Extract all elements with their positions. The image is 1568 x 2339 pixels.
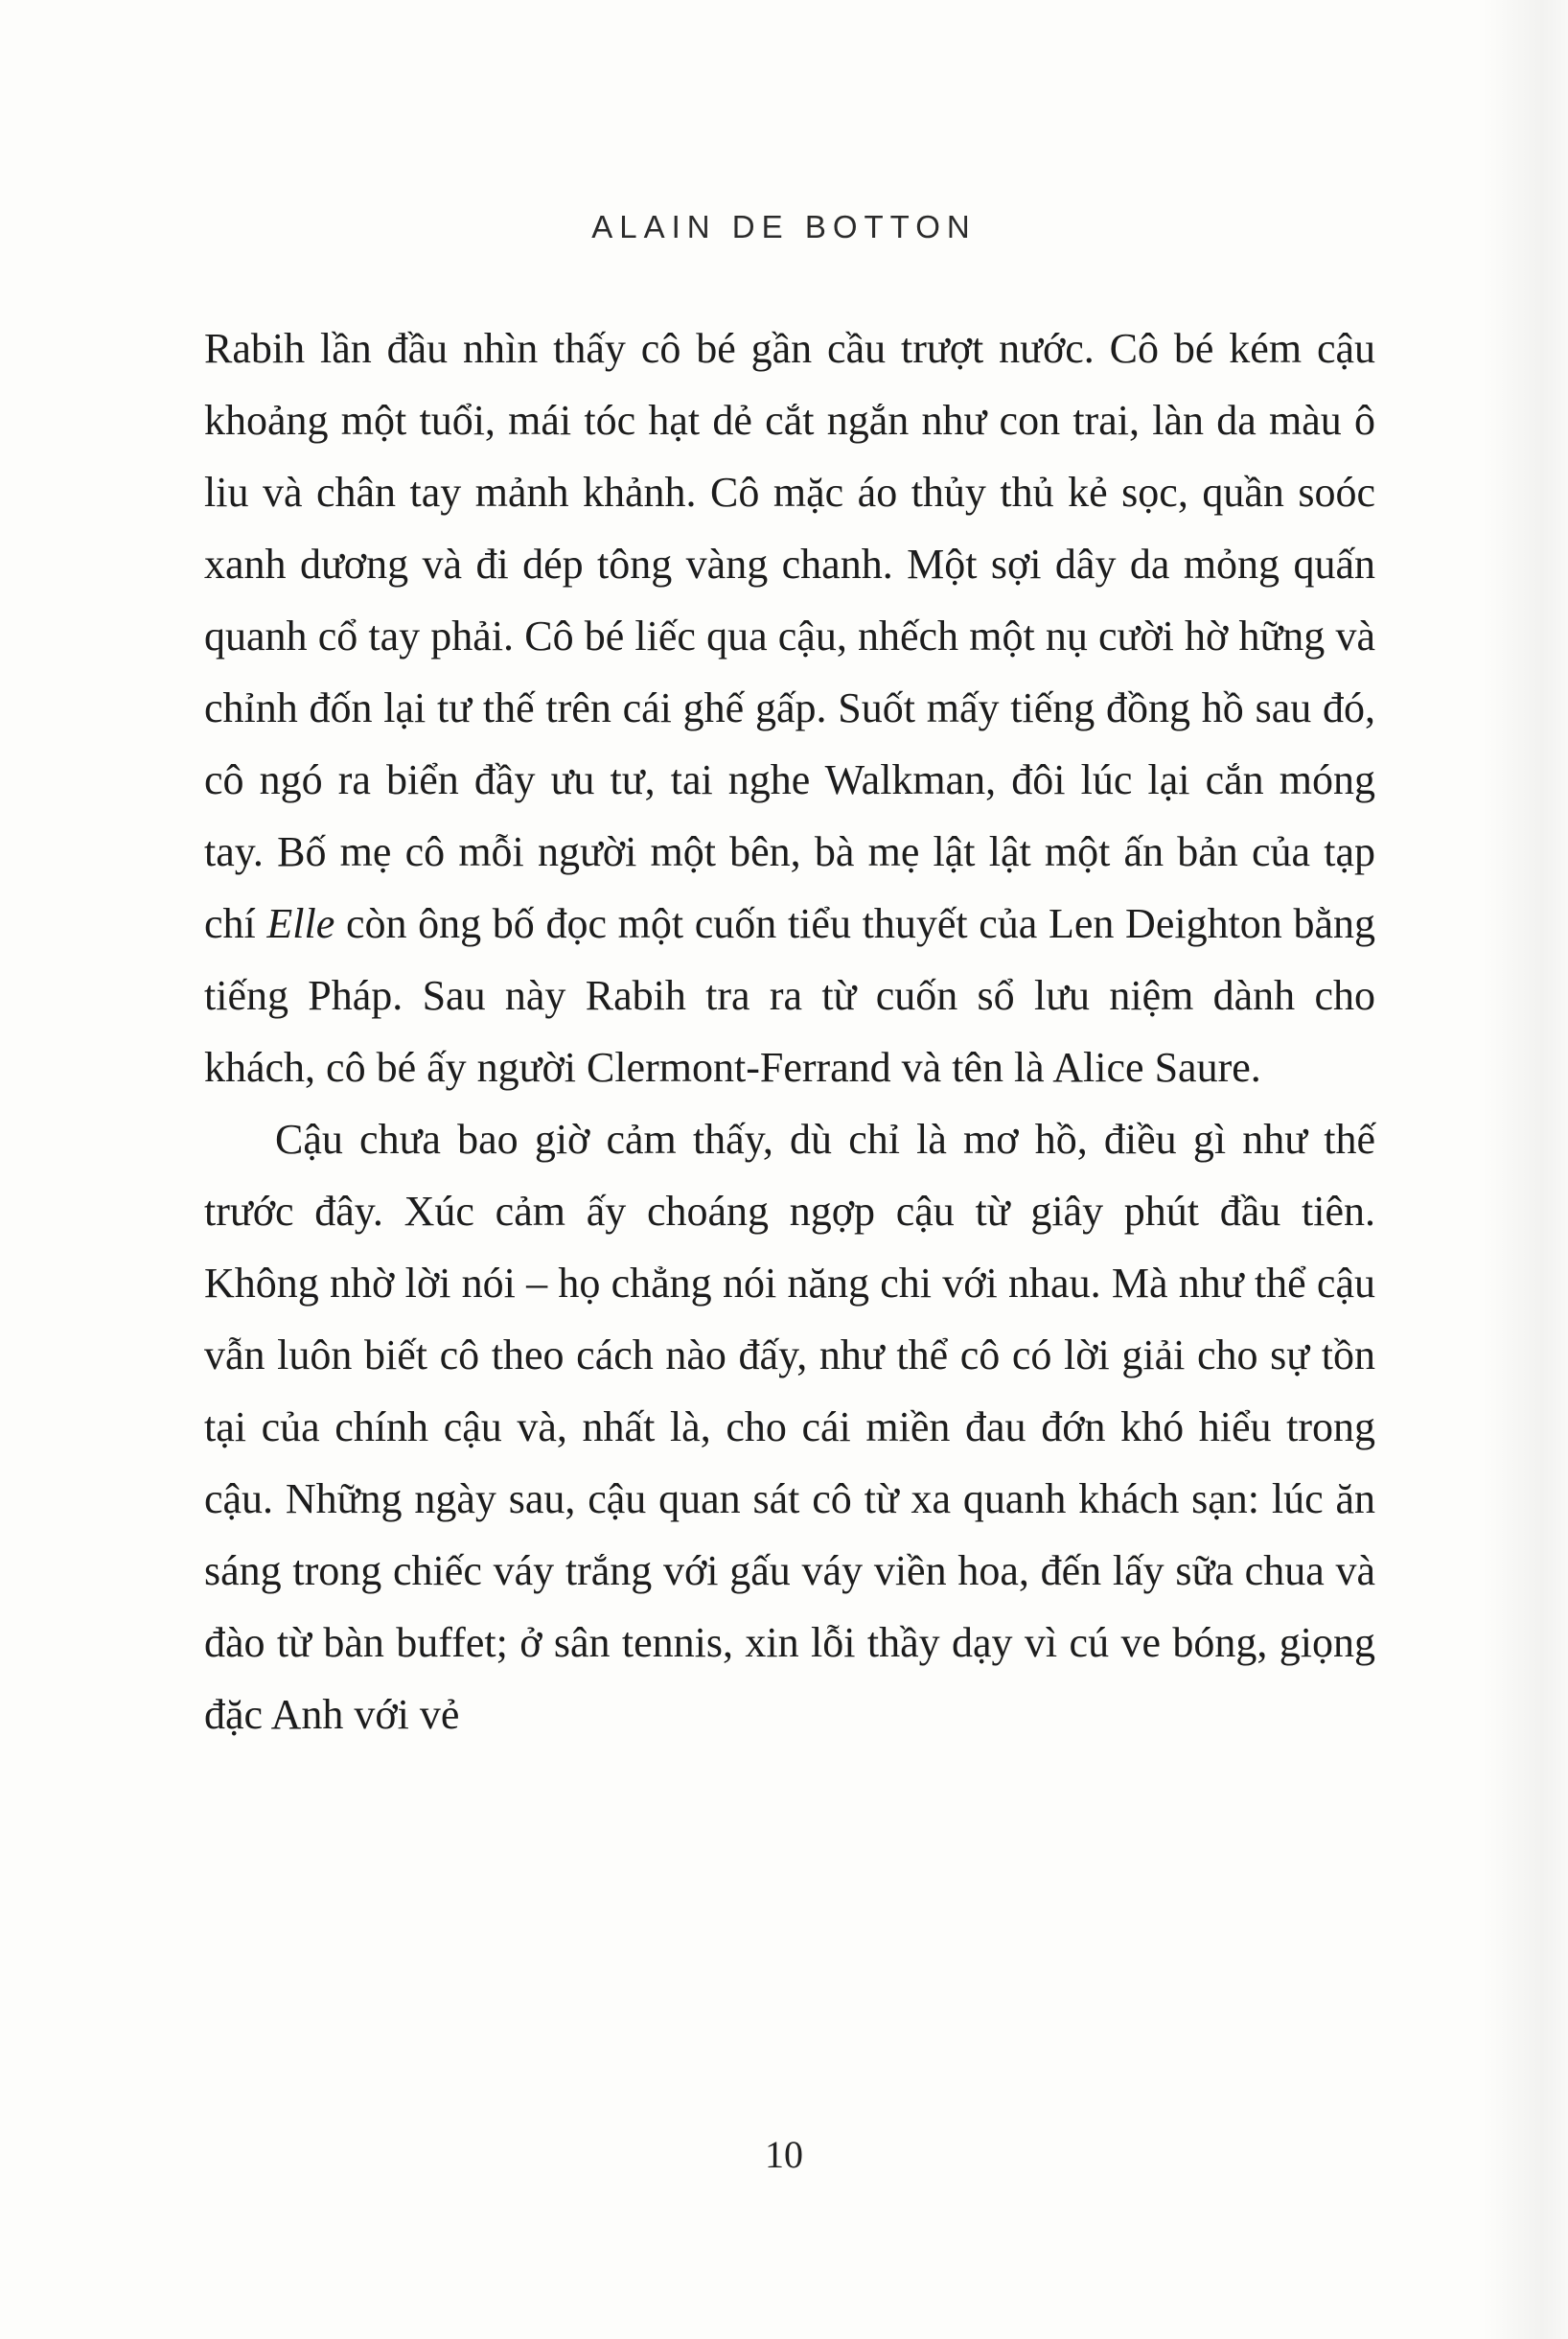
text-run: Rabih lần đầu nhìn thấy cô bé gần cầu trượt nước. Cô bé kém cậu khoảng một tuổi, mái tóc hạt dẻ cắt ngắn như con trai, làn da màu ô liu và chân tay mảnh khảnh. Cô mặc áo thủy thủ kẻ sọc, quần soóc xanh dương và đi dép tông vàng chanh. Một sợi dây da mỏng quấn quanh cổ tay phải. Cô bé liếc qua cậu, nhếch một nụ cười hờ hững và chỉnh đốn lại tư thế trên cái ghế gấp. Suốt mấy tiếng đồng hồ sau đó, cô ngó ra biển đầy ưu tư, tai nghe Walkman, đôi lúc lại cắn móng tay. Bố mẹ cô mỗi người một bên, bà mẹ lật lật một ấn bản của tạp chí (204, 325, 1375, 947)
page-number: 10 (765, 2133, 803, 2176)
paragraph-2 (204, 1103, 1375, 1750)
text-block (204, 313, 1375, 1750)
page-edge-shadow (1482, 0, 1568, 2339)
text-run: còn ông bố đọc một cuốn tiểu thuyết của Len Deighton bằng tiếng Pháp. Sau này Rabih tra ra từ cuốn sổ lưu niệm dành cho khách, cô bé ấy người Clermont-Ferrand và tên là Alice Saure. (204, 900, 1375, 1091)
text-run: Cậu chưa bao giờ cảm thấy, dù chỉ là mơ hồ, điều gì như thế trước đây. Xúc cảm ấy choáng ngợp cậu từ giây phút đầu tiên. Không nhờ lời nói – họ chẳng nói năng chi với nhau. Mà như thể cậu vẫn luôn biết cô theo cách nào đấy, như thể cô có lời giải cho sự tồn tại của chính cậu và, nhất là, cho cái miền đau đớn khó hiểu trong cậu. Những ngày sau, cậu quan sát cô từ xa quanh khách sạn: lúc ăn sáng trong chiếc váy trắng với gấu váy viền hoa, đến lấy sữa chua và đào từ bàn buffet; ở sân tennis, xin lỗi thầy dạy vì cú ve bóng, giọng đặc Anh với vẻ (204, 1116, 1375, 1738)
paragraph-1 (204, 313, 1375, 1103)
running-header-author: ALAIN DE BOTTON (591, 209, 977, 244)
italic-text-run: Elle (266, 900, 335, 947)
